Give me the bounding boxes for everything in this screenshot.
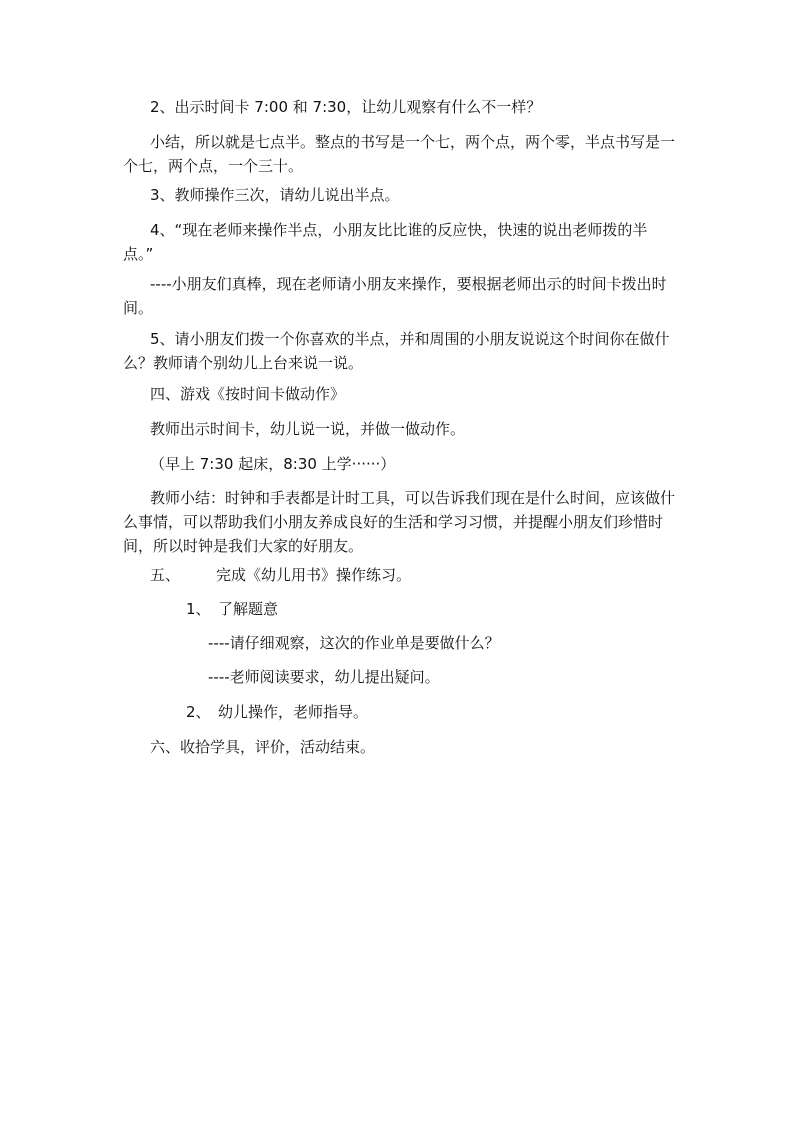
paragraph-example-times: （早上 7:30 起床，8:30 上学······） <box>150 455 396 473</box>
list-item-2 <box>186 700 368 724</box>
paragraph-step-5: 5、请小朋友们拨一个你喜欢的半点，并和周围的小朋友说说这个时间你在做什么？教师请个别幼儿上台来说一说。 <box>123 330 670 372</box>
list-item-2-text: 幼儿操作，老师指导。 <box>218 703 369 721</box>
paragraph-step-4: 4、“现在老师来操作半点，小朋友比比谁的反应快，快速的说出老师拨的半点。” <box>123 221 648 263</box>
question-line-2: ----老师阅读要求，幼儿提出疑问。 <box>208 668 440 686</box>
section-heading-6: 六、收拾学具，评价，活动结束。 <box>150 738 376 756</box>
list-item-1-text: 了解题意 <box>218 600 279 618</box>
section-heading-4: 四、游戏《按时间卡做动作》 <box>150 385 346 403</box>
section-heading-5 <box>150 563 411 587</box>
section-5-title: 完成《幼儿用书》操作练习。 <box>216 566 412 584</box>
question-line-1: ----请仔细观察，这次的作业单是要做什么？ <box>208 634 500 652</box>
list-item-2-number: 2、 <box>186 703 211 721</box>
section-5-number: 五、 <box>150 566 181 584</box>
list-item-1 <box>186 597 278 621</box>
paragraph-summary: 小结，所以就是七点半。整点的书写是一个七，两个点，两个零，半点书写是一个七，两个点，一个三十。 <box>123 133 676 175</box>
paragraph-step-2: 2、出示时间卡 7:00 和 7:30，让幼儿观察有什么不一样？ <box>150 98 542 116</box>
paragraph-teacher-summary: 教师小结：时钟和手表都是计时工具，可以告诉我们现在是什么时间，应该做什么事情，可以帮助我们小朋友养成良好的生活和学习习惯，并提醒小朋友们珍惜时间，所以时钟是我们大家的好朋友。 <box>123 489 676 555</box>
paragraph-step-3: 3、教师操作三次，请幼儿说出半点。 <box>150 186 400 204</box>
list-item-1-number: 1、 <box>186 600 211 618</box>
paragraph-game-instruction: 教师出示时间卡，幼儿说一说，并做一做动作。 <box>150 420 466 438</box>
paragraph-praise: ----小朋友们真棒，现在老师请小朋友来操作，要根据老师出示的时间卡拨出时间。 <box>123 275 667 317</box>
